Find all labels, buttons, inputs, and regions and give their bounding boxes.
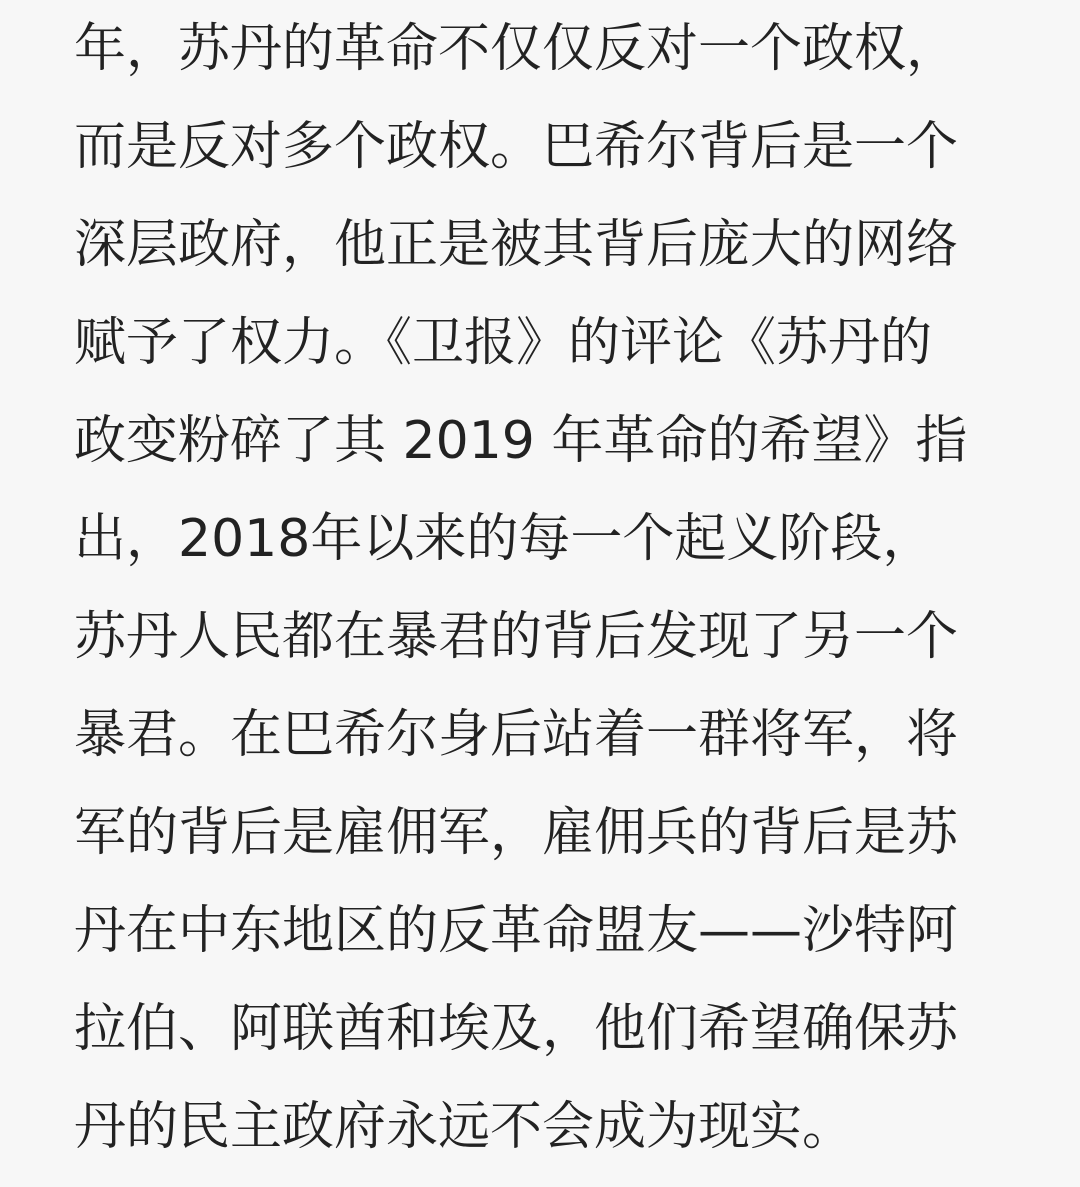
paragraph-line: 暴君。在巴希尔身后站着一群将军，将 [74,705,959,765]
paragraph-line: 而是反对多个政权。巴希尔背后是一个 [74,117,959,177]
paragraph-line: 赋予了权力。《卫报》的评论《苏丹的 [74,313,933,373]
paragraph-line: 丹在中东地区的反革命盟友——沙特阿 [74,901,959,961]
paragraph-line: 拉伯、阿联酋和埃及，他们希望确保苏 [74,999,959,1059]
paragraph-line: 年，苏丹的革命不仅仅反对一个政权， [74,19,959,79]
paragraph-line: 出，2018年以来的每一个起义阶段， [74,509,935,569]
paragraph-line: 政变粉碎了其 2019 年革命的希望》指 [74,411,968,471]
paragraph-line: 深层政府，他正是被其背后庞大的网络 [74,215,959,275]
paragraph-line: 丹的民主政府永远不会成为现实。 [74,1097,855,1157]
paragraph-line: 军的背后是雇佣军，雇佣兵的背后是苏 [74,803,959,863]
paragraph-line: 苏丹人民都在暴君的背后发现了另一个 [74,607,959,667]
